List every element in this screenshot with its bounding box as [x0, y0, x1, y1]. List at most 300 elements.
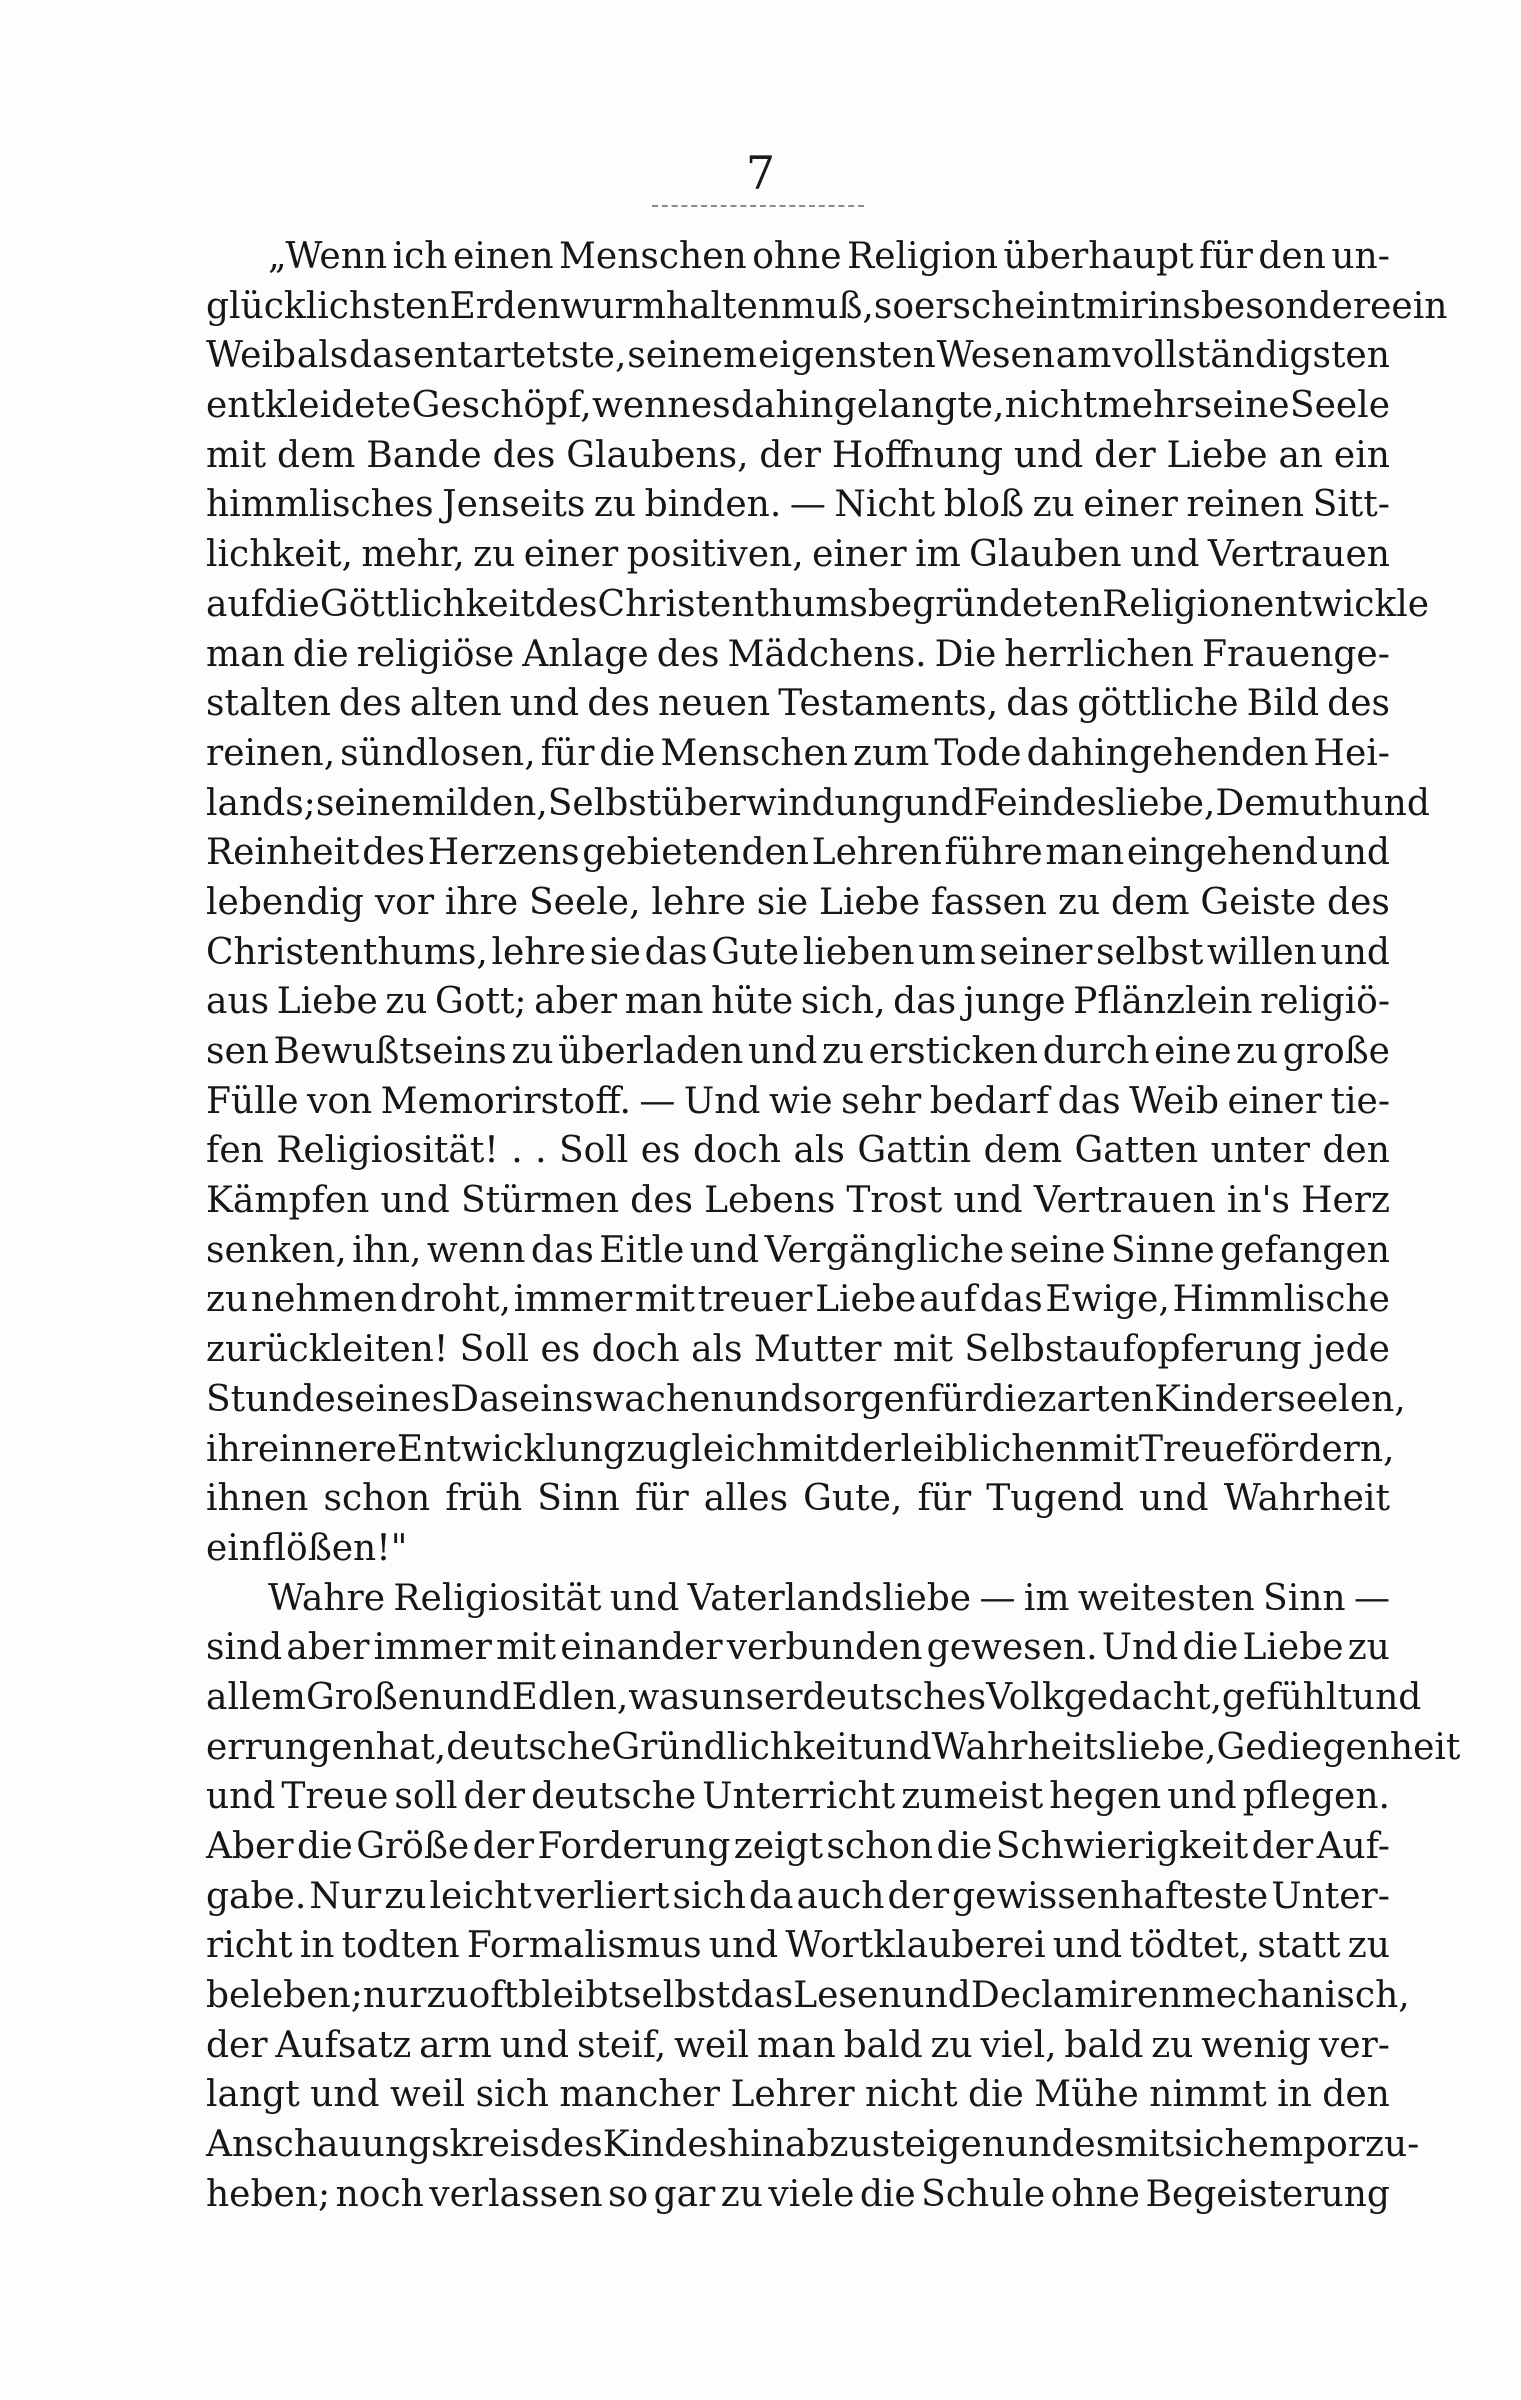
word: entartetste,	[412, 335, 627, 377]
word: zum	[853, 732, 930, 774]
word: neuen	[658, 683, 771, 725]
text-line	[206, 1723, 1461, 1773]
word: mit	[778, 1428, 840, 1470]
word: auf	[918, 1279, 977, 1321]
word: bedarf	[929, 1080, 1050, 1122]
word: den	[1322, 2074, 1390, 2116]
word: sehr	[841, 1080, 922, 1122]
word: wenn	[591, 385, 691, 427]
word: Weib	[1129, 1080, 1220, 1122]
word: aber	[286, 1627, 370, 1669]
word: Gediegenheit	[1216, 1726, 1461, 1768]
word: der	[206, 2024, 268, 2066]
word: „Wenn	[268, 236, 388, 277]
word: und	[747, 1031, 818, 1072]
text-line	[206, 977, 1390, 1027]
word: auf	[206, 583, 264, 625]
word: Schwierigkeit	[995, 1826, 1249, 1867]
word: mir	[1084, 285, 1148, 327]
word: Aufsatz	[275, 2024, 412, 2066]
word: mehr	[1097, 385, 1194, 427]
word: Wesen	[936, 335, 1055, 377]
word: Stunde	[206, 1378, 336, 1420]
word: Menschen	[559, 236, 747, 277]
text-line	[206, 1822, 1390, 1872]
word: schon	[323, 1478, 431, 1520]
word: der	[1251, 1826, 1314, 1867]
word: Kindes	[602, 2124, 728, 2166]
text-line	[206, 1226, 1390, 1276]
word: und	[499, 2024, 570, 2066]
word: emporzu-	[1247, 2124, 1420, 2166]
word: das	[979, 1279, 1043, 1321]
word: Daseins	[450, 1378, 594, 1420]
word: Die	[934, 633, 997, 675]
word: Glauben	[969, 534, 1122, 576]
word: immer	[373, 1627, 492, 1669]
word: am	[1055, 335, 1112, 377]
word: man	[1045, 832, 1125, 874]
word: Vertrauen	[1207, 534, 1390, 576]
word: positiven,	[626, 534, 804, 576]
word: es	[690, 385, 731, 427]
word: dem	[276, 434, 356, 476]
word: beleben;	[206, 1975, 363, 2017]
text-line	[206, 729, 1390, 779]
word: in	[1277, 2074, 1312, 2116]
word: Demuth	[1215, 782, 1361, 824]
word: des	[1327, 683, 1390, 725]
word: zu	[1235, 1031, 1279, 1072]
word: eine	[1154, 1031, 1232, 1072]
word: schon	[826, 1826, 934, 1867]
word: deutsche	[531, 1776, 697, 1818]
word: viel,	[980, 2024, 1057, 2066]
word: glücklichsten	[206, 285, 450, 327]
word: herrlichen	[1004, 633, 1195, 675]
word: Gatten	[1074, 1130, 1199, 1172]
word: Testaments,	[778, 683, 999, 725]
word: dem	[1111, 881, 1190, 923]
word: nur	[362, 1975, 427, 2017]
text-line	[206, 1772, 1390, 1822]
header-rule	[652, 205, 864, 207]
word: Bild	[1246, 683, 1320, 725]
word: mit	[1114, 2124, 1175, 2166]
word: der	[759, 434, 821, 476]
word: Memorirstoff.	[380, 1080, 631, 1122]
word: Entwicklung	[396, 1428, 627, 1470]
text-line	[206, 1574, 1390, 1624]
word: lichkeit,	[206, 534, 353, 576]
word: früh	[445, 1478, 523, 1520]
word: Seele	[1289, 385, 1390, 427]
word: so	[608, 2173, 649, 2215]
word: vor	[374, 881, 435, 923]
word: um	[918, 931, 976, 973]
word: Reinheit	[206, 832, 360, 874]
word: dahin	[730, 385, 834, 427]
word: und	[689, 1229, 760, 1271]
word: Glaubens,	[566, 434, 749, 476]
word: Aber	[206, 1826, 294, 1867]
word: dahingehenden	[1026, 732, 1309, 774]
word: Vergängliche	[764, 1229, 1005, 1271]
word: den	[1322, 1130, 1390, 1172]
word: große	[1282, 1031, 1390, 1072]
word: Mutter	[753, 1329, 882, 1371]
word: zu	[1032, 484, 1075, 526]
word: des	[1327, 881, 1390, 923]
word: sie	[589, 931, 641, 973]
word: im	[915, 534, 961, 576]
text-line	[206, 232, 1390, 282]
word: un-	[1331, 236, 1390, 277]
word: die	[967, 2074, 1024, 2116]
word: senken,	[206, 1229, 347, 1271]
word: des	[362, 832, 426, 874]
word: Geiste	[1200, 881, 1317, 923]
word: es	[540, 1329, 581, 1371]
word: pflegen.	[1242, 1776, 1390, 1818]
word: und	[733, 1378, 803, 1420]
word: gefühlt	[1221, 1676, 1352, 1718]
word: immer	[513, 1279, 633, 1321]
word: seinem	[627, 335, 758, 377]
word: gedacht,	[1063, 1676, 1222, 1718]
word: lieben	[802, 931, 915, 973]
word: zu	[1057, 881, 1101, 923]
word: ein	[1333, 434, 1390, 476]
word: weil	[389, 2074, 466, 2116]
word: Frauenge-	[1202, 633, 1390, 675]
word: fassen	[930, 881, 1048, 923]
word: .	[511, 1130, 523, 1172]
word: zu	[384, 1875, 427, 1917]
word: lebendig	[206, 881, 364, 923]
word: und	[609, 1577, 680, 1619]
word: und	[310, 2074, 380, 2116]
word: mit	[634, 1279, 695, 1321]
word: an	[1278, 434, 1324, 476]
word: Religion	[1102, 583, 1254, 625]
word: Seele,	[529, 881, 641, 923]
word: ihre	[444, 881, 519, 923]
text-line	[206, 1971, 1410, 2021]
word: —	[979, 1577, 1016, 1619]
word: reinen	[1186, 484, 1305, 526]
word: zumeist	[901, 1776, 1044, 1818]
word: Göttlichkeit	[319, 583, 535, 625]
word: mit	[1078, 1428, 1140, 1470]
word: Wahrheit	[1223, 1478, 1390, 1520]
word: zugleich	[626, 1428, 779, 1470]
word: hinabzusteigen	[727, 2124, 1005, 2166]
word: vollständigsten	[1112, 335, 1390, 377]
word: Erdenwurm	[449, 285, 666, 327]
word: Herzens	[427, 832, 580, 874]
word: Himmlische	[1172, 1279, 1390, 1321]
word: lehre	[651, 881, 746, 923]
word: Gute	[711, 931, 800, 973]
word: einer	[1227, 1080, 1323, 1122]
text-line	[206, 2120, 1420, 2170]
text-line	[206, 1673, 1422, 1723]
word: selbst	[622, 1975, 731, 2017]
word: Sinn	[1263, 1577, 1346, 1619]
word: des	[534, 583, 598, 625]
word: die	[859, 2173, 916, 2215]
word: Hoffnung	[831, 434, 1004, 476]
word: Jenseits	[442, 484, 586, 526]
word: unter	[1210, 1130, 1310, 1172]
word: reinen,	[206, 732, 336, 774]
word: Tugend	[986, 1478, 1125, 1520]
word: Geschöpf,	[411, 385, 592, 427]
word: zu	[1151, 2024, 1194, 2066]
word: ihn,	[352, 1229, 422, 1271]
word: und	[442, 1676, 512, 1718]
word: eigensten	[758, 335, 936, 377]
word: alten	[409, 683, 502, 725]
text-line	[206, 282, 1448, 332]
word: deutsches	[802, 1676, 987, 1718]
text-line	[206, 679, 1390, 729]
word: lands;	[206, 782, 316, 824]
word: überhaupt	[1003, 236, 1194, 277]
word: religiö-	[1260, 981, 1390, 1023]
word: zu	[206, 1279, 249, 1321]
word: und	[1139, 1478, 1209, 1520]
word: den	[1258, 236, 1326, 277]
text-line	[206, 1176, 1390, 1226]
text-line	[206, 381, 1390, 431]
text-line	[206, 1027, 1390, 1077]
word: Christenthums,	[206, 931, 488, 973]
word: Mädchens.	[727, 633, 927, 675]
word: Religiosität	[393, 1577, 602, 1619]
word: der	[887, 1875, 950, 1917]
word: allem	[206, 1676, 306, 1718]
text-line	[206, 580, 1430, 630]
word: Schule	[921, 2173, 1046, 2215]
word: Liebe	[1166, 434, 1268, 476]
word: und	[903, 782, 974, 824]
word: statt	[1257, 1925, 1341, 1967]
word: zu	[1347, 1925, 1390, 1967]
word: Selbstaufopferung	[964, 1329, 1302, 1371]
word: Auf-	[1316, 1826, 1390, 1867]
word: und	[1052, 1925, 1123, 1967]
text-line	[206, 1623, 1390, 1673]
body-text	[206, 232, 1461, 2220]
word: für	[917, 1478, 972, 1520]
word: ein	[1391, 285, 1448, 327]
word: und	[1130, 534, 1200, 576]
word: Treue	[1139, 1428, 1247, 1470]
text-line	[206, 828, 1390, 878]
word: wenig	[1201, 2024, 1312, 2066]
word: mit	[892, 1329, 953, 1371]
word: mit	[496, 1627, 557, 1669]
word: gelangte,	[833, 385, 1005, 427]
word: Gute,	[803, 1478, 903, 1520]
word: bloß	[943, 484, 1025, 526]
word: und	[1167, 1776, 1237, 1818]
word: viele	[768, 2173, 855, 2215]
word: und	[708, 1925, 779, 1967]
word: religiöse	[356, 633, 515, 675]
word: muß,	[781, 285, 874, 327]
text-line	[206, 878, 1390, 928]
text-line	[206, 2021, 1390, 2071]
word: zu	[473, 534, 516, 576]
word: Gott;	[435, 981, 527, 1023]
word: Religiosität!	[276, 1130, 499, 1172]
word: einer	[1083, 484, 1178, 526]
word: seiner	[979, 931, 1093, 973]
word: —	[1353, 1577, 1390, 1619]
word: jede	[1313, 1329, 1390, 1371]
word: und	[1320, 832, 1390, 874]
word: Gattin	[857, 1130, 972, 1172]
word: Lehren	[811, 832, 942, 874]
word: Formalismus	[466, 1925, 702, 1967]
word: doch	[692, 1130, 782, 1172]
text-line	[206, 928, 1390, 978]
word: bald	[1064, 2024, 1144, 2066]
word: hüte	[711, 981, 794, 1023]
word: verbunden	[726, 1627, 923, 1669]
word: das	[893, 981, 957, 1023]
word: Herz	[1301, 1180, 1390, 1222]
word: Begeisterung	[1145, 2173, 1390, 2215]
word: Soll	[558, 1130, 629, 1172]
text-line	[206, 1524, 1390, 1574]
word: Sitt-	[1312, 484, 1390, 526]
word: zu	[720, 2173, 763, 2215]
word: heben;	[206, 2173, 331, 2215]
word: Sinn	[537, 1478, 620, 1520]
word: und	[1351, 1676, 1422, 1718]
word: gebietenden	[582, 832, 809, 874]
word: ersticken	[868, 1031, 1039, 1072]
word: unser	[699, 1676, 803, 1718]
word: es	[1074, 2124, 1115, 2166]
word: Kinderseelen,	[1154, 1378, 1406, 1420]
word: das	[1057, 1080, 1121, 1122]
word: Menschen	[660, 732, 848, 774]
word: sie	[756, 881, 809, 923]
word: im	[1023, 1577, 1070, 1619]
word: und	[953, 1180, 1023, 1222]
word: nehmen	[250, 1279, 398, 1321]
word: was	[628, 1676, 700, 1718]
word: und	[380, 1180, 450, 1222]
word: Großen	[305, 1676, 443, 1718]
word: des	[338, 683, 402, 725]
word: wachen	[593, 1378, 734, 1420]
word: der	[1094, 434, 1156, 476]
word: wenn	[426, 1229, 526, 1271]
word: Vertrauen	[1033, 1180, 1216, 1222]
word: ihre	[206, 1428, 280, 1470]
word: für	[927, 1378, 982, 1420]
word: junge	[963, 981, 1066, 1023]
word: mehr,	[361, 534, 465, 576]
word: einer	[812, 534, 907, 576]
word: Vaterlandsliebe	[687, 1577, 972, 1619]
word: der	[463, 1776, 526, 1818]
word: göttliche	[1077, 683, 1239, 725]
word: in	[299, 1925, 335, 1967]
word: mit	[206, 434, 267, 476]
word: Christenthums	[597, 583, 868, 625]
word: bald	[843, 2024, 923, 2066]
word: fördern,	[1246, 1428, 1395, 1470]
word: durch	[1042, 1031, 1150, 1072]
word: zu	[593, 484, 637, 526]
word: willen	[1206, 931, 1317, 973]
word: Bande	[366, 434, 482, 476]
word: einer	[523, 534, 619, 576]
word: tie-	[1330, 1080, 1390, 1122]
word: Anschauungskreis	[206, 2124, 540, 2166]
word: verliert	[534, 1875, 670, 1917]
word: Liebe	[1242, 1627, 1344, 1669]
page-number: 7	[745, 146, 776, 200]
word: arm	[419, 2024, 492, 2066]
word: der	[472, 1826, 535, 1867]
word: alles	[703, 1478, 789, 1520]
word: als	[296, 335, 349, 377]
text-line	[206, 530, 1390, 580]
word: das	[1006, 683, 1070, 725]
word: Wahrheitsliebe,	[931, 1726, 1217, 1768]
word: .	[535, 1130, 547, 1172]
word: ver-	[1318, 2024, 1390, 2066]
text-line	[206, 1077, 1390, 1127]
word: Nur	[309, 1875, 382, 1917]
word: Wahre	[268, 1577, 386, 1619]
word: ich	[392, 236, 448, 277]
word: man	[756, 2024, 836, 2066]
word: zarten	[1037, 1378, 1155, 1420]
word: Pflänzlein	[1073, 981, 1253, 1023]
word: innere	[279, 1428, 397, 1470]
word: aus	[206, 981, 270, 1023]
word: der	[839, 1428, 901, 1470]
text-line	[206, 1921, 1390, 1971]
word: tödtet,	[1129, 1925, 1251, 1967]
word: Liebe	[276, 981, 378, 1023]
word: Forderung	[537, 1826, 731, 1867]
word: Sinne	[1110, 1229, 1215, 1271]
word: zu	[385, 981, 428, 1023]
word: die	[1182, 1627, 1239, 1669]
word: nicht	[865, 2074, 958, 2116]
word: Unterricht	[702, 1776, 896, 1818]
word: in's	[1226, 1180, 1290, 1222]
word: die	[936, 1826, 993, 1867]
word: Anlage	[522, 633, 649, 675]
word: entkleidete	[206, 385, 412, 427]
word: doch	[591, 1329, 680, 1371]
word: als	[793, 1130, 845, 1172]
word: von	[306, 1080, 373, 1122]
word: gewesen.	[926, 1627, 1098, 1669]
word: seine	[1193, 385, 1290, 427]
